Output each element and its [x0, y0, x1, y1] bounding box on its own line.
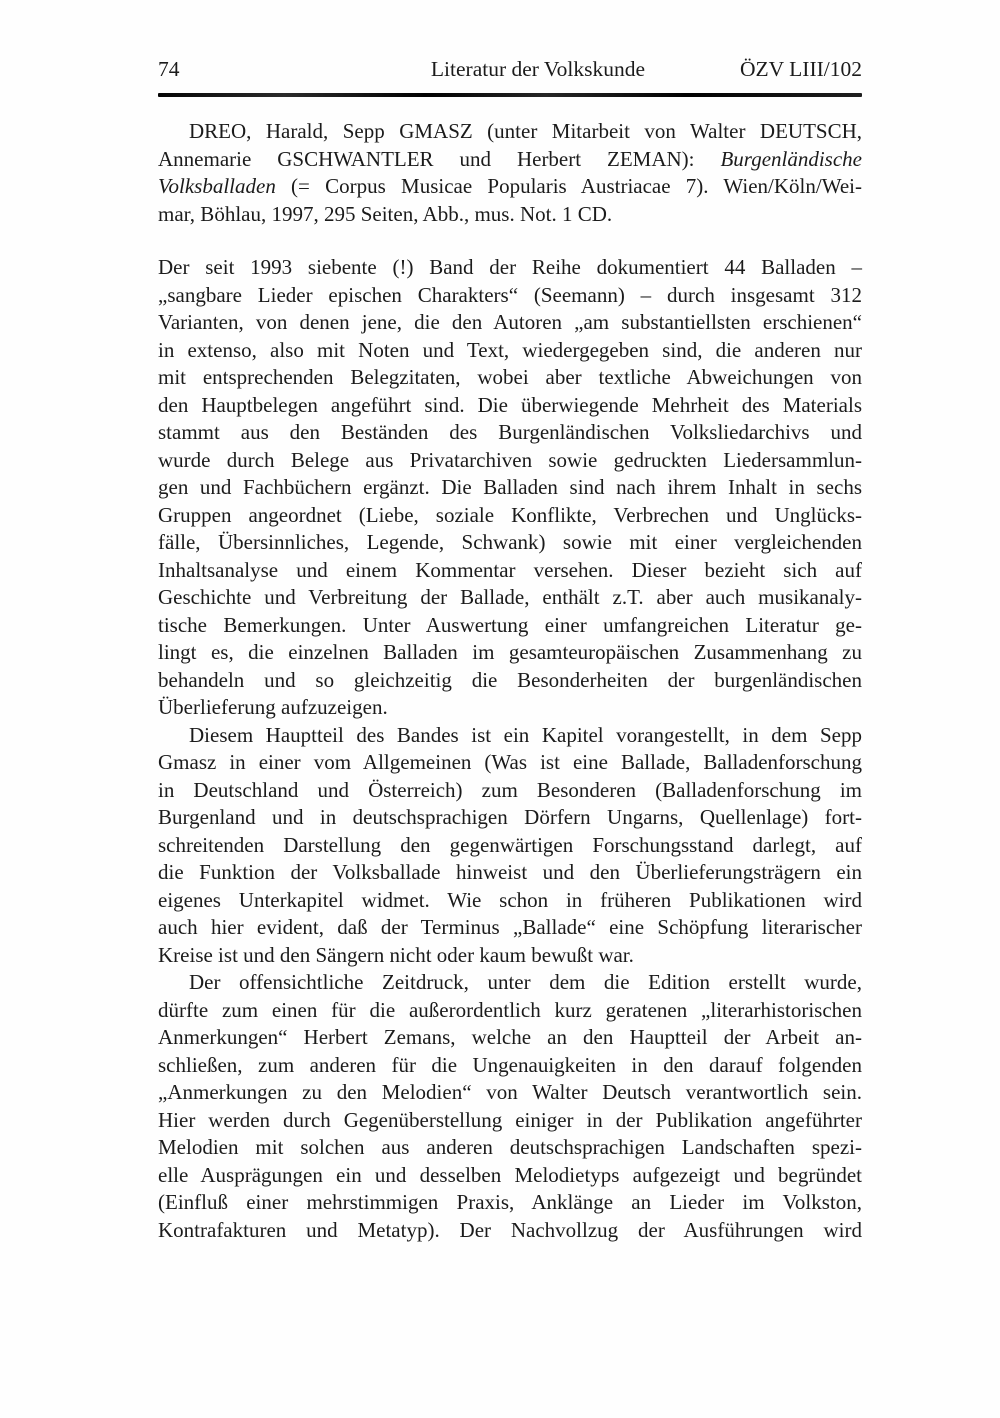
journal-title: Literatur der Volkskunde [430, 57, 646, 81]
text-line [158, 694, 862, 722]
text-segment: Geschichte und Verbreitung der Ballade, enthält z.T. aber auch musikanaly- [158, 585, 862, 609]
text-segment: schließen, zum anderen für die Ungenauigkeiten in den darauf folgenden [158, 1052, 862, 1077]
issue-label: ÖZV LIII/102 [739, 57, 862, 81]
text-line [158, 201, 862, 229]
text-line [158, 859, 862, 887]
citation-paragraph [158, 118, 862, 228]
text-line [158, 997, 862, 1025]
text-line [158, 1189, 862, 1217]
text-segment: Anmerkungen“ Herbert Zemans, welche an den Hauptteil der Arbeit an- [158, 1025, 862, 1049]
text-segment: Gmasz in einer vom Allgemeinen (Was ist eine Ballade, Balladenforschung [158, 750, 862, 774]
text-segment: Annemarie GSCHWANTLER und Herbert ZEMAN): [158, 146, 721, 171]
text-segment: auch hier evident, daß der Terminus „Ballade“ eine Schöpfung literarischer [158, 915, 862, 939]
text-line [158, 447, 862, 475]
body-paragraph-1 [158, 254, 862, 722]
text-segment: fälle, Übersinnliches, Legende, Schwank) sowie mit einer vergleichenden [158, 530, 862, 554]
text-segment: Überlieferung aufzuzeigen. [158, 695, 388, 719]
text-line [158, 173, 862, 201]
text-line [158, 419, 862, 447]
text-line [158, 557, 862, 585]
text-line [158, 1024, 862, 1052]
text-segment: Inhaltsanalyse und einem Kommentar versehen. Dieser bezieht sich auf [158, 557, 862, 582]
text-line [158, 118, 862, 146]
review-text [158, 118, 862, 1244]
text-line [158, 1134, 862, 1162]
text-segment: behandeln und so gleichzeitig die Besonderheiten der burgenländischen [158, 667, 862, 692]
body-paragraph-3 [158, 969, 862, 1244]
text-line [158, 612, 862, 640]
text-segment: Melodien mit solchen aus anderen deutschsprachigen Landschaften spezi- [158, 1135, 862, 1159]
text-segment: wurde durch Belege aus Privatarchiven sowie gedruckten Liedersammlun- [158, 447, 862, 472]
page-number: 74 [158, 57, 180, 81]
text-line [158, 1107, 862, 1135]
text-segment: mit entsprechenden Belegzitaten, wobei aber textliche Abweichungen von [158, 365, 862, 389]
text-line [158, 722, 862, 750]
text-line [158, 887, 862, 915]
text-line [158, 364, 862, 392]
text-line [158, 584, 862, 612]
text-line [158, 146, 862, 174]
text-segment: „Anmerkungen zu den Melodien“ von Walter Deutsch verantwortlich sein. [158, 1080, 862, 1104]
running-header [158, 57, 862, 81]
text-segment: Varianten, von denen jene, die den Autoren „am substantiellsten erschienen“ [158, 310, 862, 334]
text-segment: Diesem Hauptteil des Bandes ist ein Kapitel vorangestellt, in dem Sepp [189, 722, 862, 747]
text-line [158, 914, 862, 942]
italic-text-segment: Volksballaden [158, 174, 276, 198]
text-line [158, 1079, 862, 1107]
text-segment: Burgenland und in deutschsprachigen Dörfern Ungarns, Quellenlage) fort- [158, 805, 862, 829]
text-segment: eigenes Unterkapitel widmet. Wie schon in früheren Publikationen wird [158, 887, 862, 912]
text-segment: dürfte zum einen für die außerordentlich kurz geratenen „literarhistorischen [158, 997, 862, 1022]
text-line [158, 1162, 862, 1190]
text-segment: Hier werden durch Gegenüberstellung einiger in der Publikation angeführter [158, 1107, 862, 1132]
text-line [158, 254, 862, 282]
text-line [158, 337, 862, 365]
text-line [158, 667, 862, 695]
text-segment: lingt es, die einzelnen Balladen im gesamteuropäischen Zusammenhang zu [158, 640, 862, 664]
text-line [158, 529, 862, 557]
text-segment: gen und Fachbüchern ergänzt. Die Balladen sind nach ihrem Inhalt in sechs [158, 475, 862, 499]
header-rule [158, 93, 862, 97]
text-line [158, 502, 862, 530]
text-segment: Der seit 1993 siebente (!) Band der Reihe dokumentiert 44 Balladen – [158, 255, 862, 279]
text-line [158, 942, 862, 970]
text-line [158, 832, 862, 860]
italic-text-segment: Burgenländische [720, 146, 862, 171]
text-segment: Der offensichtliche Zeitdruck, unter dem die Edition erstellt wurde, [189, 970, 862, 994]
text-segment: mar, Böhlau, 1997, 295 Seiten, Abb., mus. Not. 1 CD. [158, 201, 613, 226]
text-line [158, 1052, 862, 1080]
text-segment: den Hauptbelegen angeführt sind. Die überwiegende Mehrheit des Materials [158, 392, 862, 417]
text-line [158, 474, 862, 502]
body-paragraph-2 [158, 722, 862, 970]
text-line [158, 639, 862, 667]
text-segment: schreitenden Darstellung den gegenwärtigen Forschungsstand darlegt, auf [158, 832, 862, 857]
text-segment: (= Corpus Musicae Popularis Austriacae 7). Wien/Köln/Wei- [275, 174, 862, 198]
text-line [158, 1217, 862, 1245]
text-segment: DREO, Harald, Sepp GMASZ (unter Mitarbeit von Walter DEUTSCH, [189, 119, 862, 143]
text-segment: Kontrafakturen und Metatyp). Der Nachvollzug der Ausführungen wird [158, 1217, 862, 1242]
text-line [158, 804, 862, 832]
text-line [158, 282, 862, 310]
text-line [158, 392, 862, 420]
text-segment: Gruppen angeordnet (Liebe, soziale Konflikte, Verbrechen und Unglücks- [158, 502, 862, 527]
text-line [158, 309, 862, 337]
text-segment: in extenso, also mit Noten und Text, wiedergegeben sind, die anderen nur [158, 337, 862, 362]
text-line [158, 777, 862, 805]
text-segment: Kreise ist und den Sängern nicht oder kaum bewußt war. [158, 942, 634, 967]
text-segment: (Einfluß einer mehrstimmigen Praxis, Anklänge an Lieder im Volkston, [158, 1190, 862, 1214]
text-segment: „sangbare Lieder epischen Charakters“ (Seemann) – durch insgesamt 312 [158, 282, 862, 307]
text-segment: in Deutschland und Österreich) zum Besonderen (Balladenforschung im [158, 777, 862, 802]
text-segment: elle Ausprägungen ein und desselben Melodietyps aufgezeigt und begründet [158, 1162, 862, 1187]
text-segment: die Funktion der Volksballade hinweist und den Überlieferungsträgern ein [158, 860, 862, 884]
text-line [158, 749, 862, 777]
text-segment: tische Bemerkungen. Unter Auswertung einer umfangreichen Literatur ge- [158, 612, 862, 637]
text-line [158, 969, 862, 997]
text-segment: stammt aus den Beständen des Burgenländischen Volksliedarchivs und [158, 420, 862, 444]
